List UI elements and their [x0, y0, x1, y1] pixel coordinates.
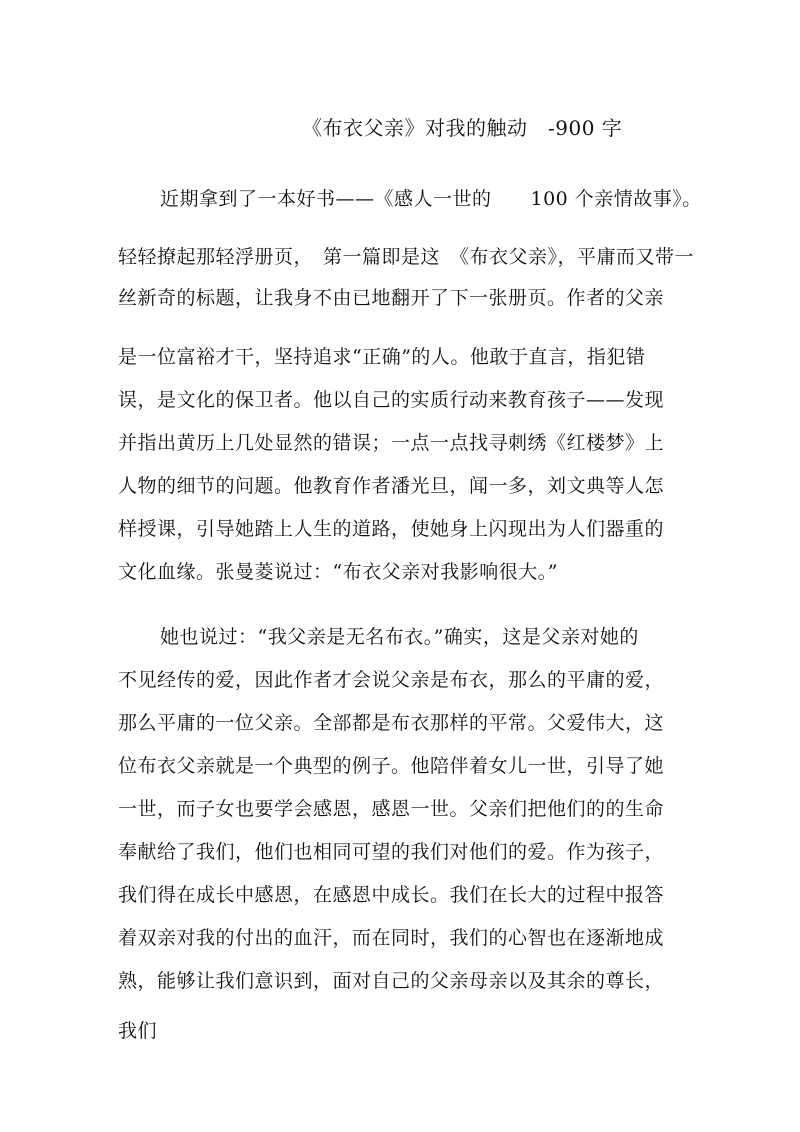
- document-title: 《布衣父亲》对我的触动 -900 字: [302, 116, 623, 140]
- text-line: 我们: [118, 1020, 158, 1042]
- text-line: 我们得在成长中感恩，在感恩中成长。我们在长大的过程中报答: [118, 884, 665, 906]
- text-line: 着双亲对我的付出的血汗，而在同时，我们的心智也在逐渐地成: [118, 927, 665, 949]
- text-line: 那么平庸的一位父亲。全部都是布衣那样的平常。父爱伟大，这: [118, 712, 665, 734]
- text-line: 文化血缘。张曼菱说过：“布衣父亲对我影响很大。”: [118, 561, 558, 583]
- text-line: 熟，能够让我们意识到，面对自己的父亲母亲以及其余的尊长，: [118, 970, 665, 992]
- text-line: 误，是文化的保卫者。他以自己的实质行动来教育孩子——发现: [118, 389, 665, 411]
- text-line: 她也说过：“我父亲是无名布衣。”确实，这是父亲对她的: [160, 626, 639, 648]
- text-line: 并指出黄历上几处显然的错误；一点一点找寻刺绣《红楼梦》上: [118, 432, 665, 454]
- text-line: 人物的细节的问题。他教育作者潘光旦，闻一多，刘文典等人怎: [118, 475, 665, 497]
- text-line: 奉献给了我们，他们也相同可望的我们对他们的爱。作为孩子，: [118, 841, 665, 863]
- text-line: 轻轻撩起那轻浮册页， 第一篇即是这 《布衣父亲》，平庸而又带一: [118, 246, 695, 268]
- text-line: 不见经传的爱，因此作者才会说父亲是布衣，那么的平庸的爱，: [118, 669, 665, 691]
- text-line: 位布衣父亲就是一个典型的例子。他陪伴着女儿一世，引导了她: [118, 755, 665, 777]
- text-line: 一世，而子女也要学会感恩，感恩一世。父亲们把他们的的生命: [118, 798, 665, 820]
- text-line: 近期拿到了一本好书——《感人一世的 100 个亲情故事》。: [160, 188, 702, 210]
- text-line: 丝新奇的标题，让我身不由已地翻开了下一张册页。作者的父亲: [118, 287, 665, 309]
- text-line: 是一位富裕才干，坚持追求“正确”的人。他敢于直言，指犯错: [118, 346, 646, 368]
- text-line: 样授课，引导她踏上人生的道路，使她身上闪现出为人们器重的: [118, 518, 665, 540]
